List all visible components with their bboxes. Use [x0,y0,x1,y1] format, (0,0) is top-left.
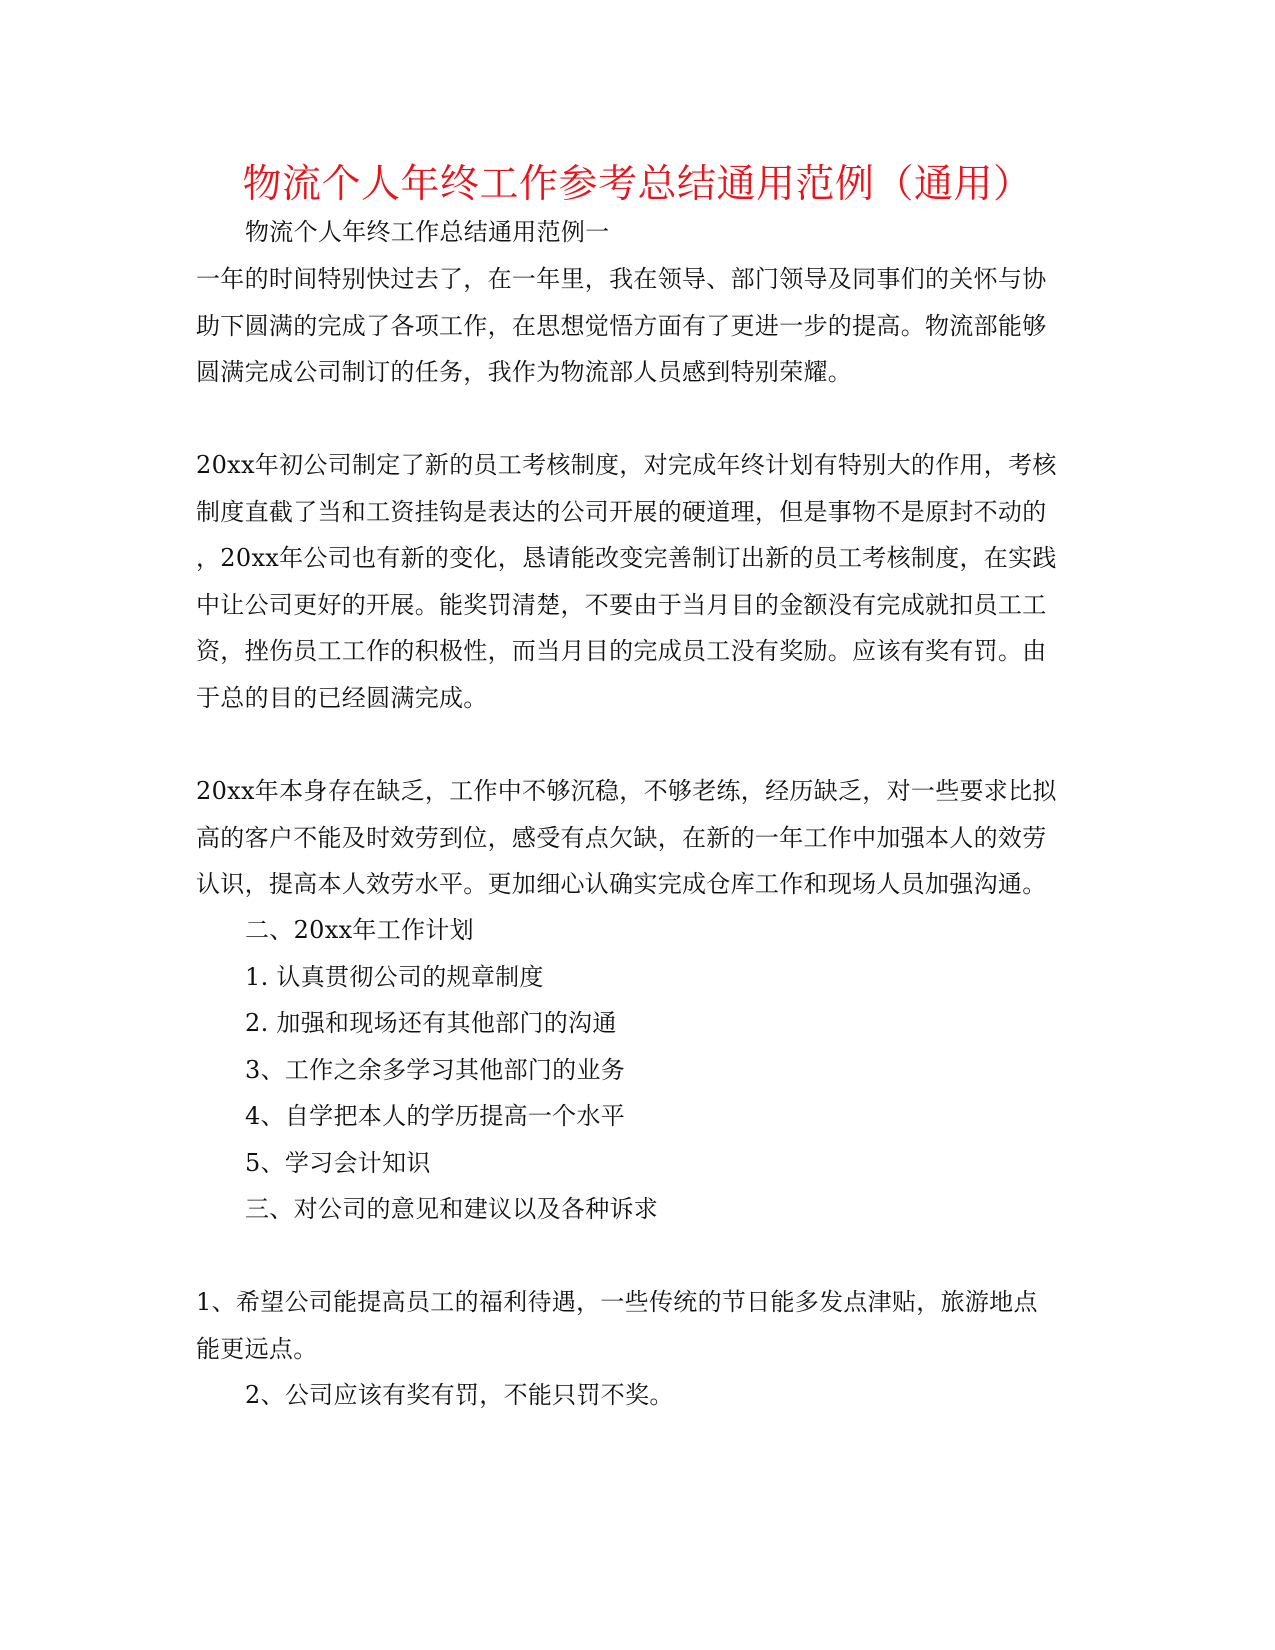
plan-item: 1. 认真贯彻公司的规章制度 [245,963,544,991]
paragraph-line: 助下圆满的完成了各项工作，在思想觉悟方面有了更进一步的提高。物流部能够 [196,312,1047,340]
plan-item: 5、学习会计知识 [245,1149,431,1177]
paragraph-line: 制度直截了当和工资挂钩是表达的公司开展的硬道理，但是事物不是原封不动的 [196,498,1047,526]
paragraph-line: 高的客户不能及时效劳到位，感受有点欠缺，在新的一年工作中加强本人的效劳 [196,824,1047,852]
section-2-heading: 二、20xx年工作计划 [245,916,474,944]
plan-item: 2. 加强和现场还有其他部门的沟通 [245,1009,617,1037]
plan-item: 4、自学把本人的学历提高一个水平 [245,1102,626,1130]
paragraph-line: 资，挫伤员工工作的积极性，而当月目的完成员工没有奖励。应该有奖有罚。由 [196,637,1047,665]
document-title: 物流个人年终工作参考总结通用范例（通用） [242,162,1033,207]
paragraph-line: 20xx年初公司制定了新的员工考核制度，对完成年终计划有特别大的作用，考核 [196,451,1057,479]
paragraph-line: 中让公司更好的开展。能奖罚清楚，不要由于当月目的金额没有完成就扣员工工 [196,591,1047,619]
document-subtitle: 物流个人年终工作总结通用范例一 [245,218,610,246]
paragraph-line: 于总的目的已经圆满完成。 [196,684,488,712]
paragraph-line: 能更远点。 [196,1335,318,1363]
paragraph-line: 1、希望公司能提高员工的福利待遇，一些传统的节日能多发点津贴，旅游地点 [196,1288,1038,1316]
paragraph-line: 认识，提高本人效劳水平。更加细心认确实完成仓库工作和现场人员加强沟通。 [196,870,1047,898]
suggestion-2: 2、公司应该有奖有罚，不能只罚不奖。 [245,1381,674,1409]
paragraph-line: ，20xx年公司也有新的变化，恳请能改变完善制订出新的员工考核制度，在实践 [196,544,1057,572]
paragraph-line: 圆满完成公司制订的任务，我作为物流部人员感到特别荣耀。 [196,358,853,386]
paragraph-line: 20xx年本身存在缺乏，工作中不够沉稳，不够老练，经历缺乏，对一些要求比拟 [196,777,1057,805]
plan-item: 3、工作之余多学习其他部门的业务 [245,1056,626,1084]
section-3-heading: 三、对公司的意见和建议以及各种诉求 [245,1195,659,1223]
paragraph-line: 一年的时间特别快过去了，在一年里，我在领导、部门领导及同事们的关怀与协 [196,265,1047,293]
